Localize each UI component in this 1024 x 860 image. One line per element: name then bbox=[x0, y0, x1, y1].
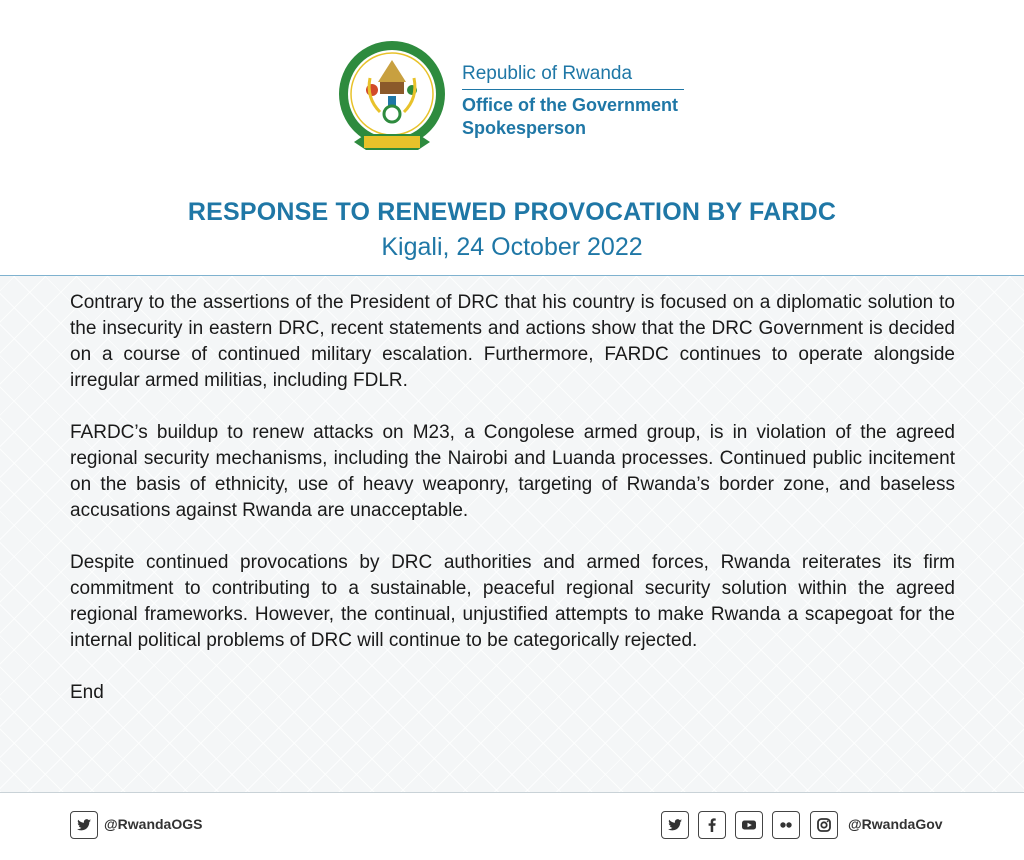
country-name: Republic of Rwanda bbox=[462, 63, 633, 84]
instagram-icon[interactable] bbox=[810, 811, 838, 839]
youtube-icon[interactable] bbox=[735, 811, 763, 839]
statement-body bbox=[70, 290, 955, 706]
statement-end: End bbox=[70, 682, 104, 703]
facebook-icon[interactable] bbox=[698, 811, 726, 839]
identity-divider bbox=[462, 89, 684, 90]
statement-dateline: Kigali, 24 October 2022 bbox=[381, 233, 643, 261]
paragraph-1: Contrary to the assertions of the President of DRC that his country is focused on a diplomatic solution to the insecurity in eastern DRC, recent statements and actions show that the DRC Government is decided on a course of continued military escalation. Furthermore, FARDC continues to operate alongside irregular armed militias, including FDLR. bbox=[70, 292, 955, 391]
paragraph-3: Despite continued provocations by DRC authorities and armed forces, Rwanda reiterates its firm commitment to contributing to a sustainable, peaceful regional security solution within the agreed regional frameworks. However, the continual, unjustified attempts to make Rwanda a scapegoat for the internal political problems of DRC will continue to be categorically rejected. bbox=[70, 552, 955, 651]
office-name-line1: Office of the Government bbox=[462, 95, 679, 115]
paragraph-2: FARDC’s buildup to renew attacks on M23, a Congolese armed group, is in violation of the agreed regional security mechanisms, including the Nairobi and Luanda processes. Continued public incitement on the basis of ethnicity, use of heavy weaponry, targeting of Rwanda’s border zone, and baseless accusations against Rwanda are unacceptable. bbox=[70, 422, 955, 521]
twitter-icon[interactable] bbox=[70, 811, 98, 839]
flickr-icon[interactable] bbox=[772, 811, 800, 839]
office-identity bbox=[462, 62, 684, 140]
statement-title: RESPONSE TO RENEWED PROVOCATION BY FARDC bbox=[187, 198, 837, 226]
office-name-line2: Spokesperson bbox=[462, 118, 587, 138]
twitter-icon[interactable] bbox=[661, 811, 689, 839]
left-social-handle[interactable]: @RwandaOGS bbox=[104, 816, 203, 832]
right-social-handle[interactable]: @RwandaGov bbox=[848, 816, 943, 832]
coat-of-arms-seal bbox=[336, 38, 448, 164]
